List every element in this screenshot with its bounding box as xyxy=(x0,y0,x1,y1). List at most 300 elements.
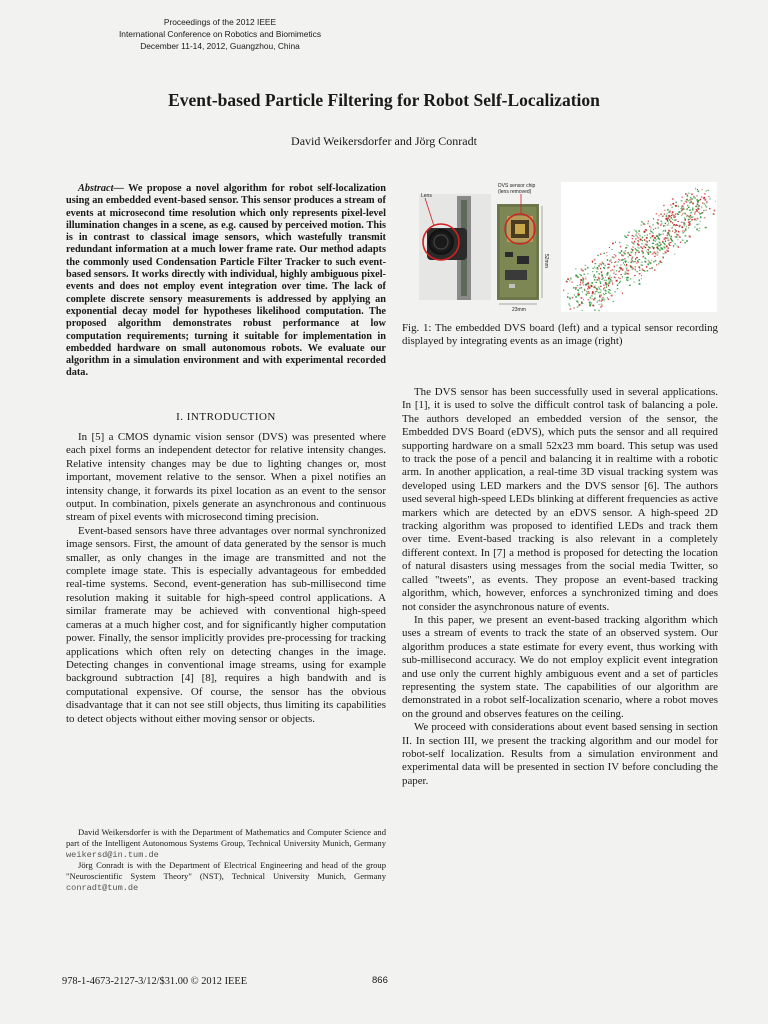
event-pixel-negative xyxy=(572,297,574,299)
event-pixel-positive xyxy=(599,281,601,282)
event-pixel-positive xyxy=(704,203,705,204)
event-pixel-positive xyxy=(628,245,629,246)
event-pixel-positive xyxy=(633,236,634,237)
event-pixel-negative xyxy=(610,270,611,272)
section-heading-introduction: I. INTRODUCTION xyxy=(176,411,276,423)
event-pixel-positive xyxy=(579,288,580,289)
event-pixel-negative xyxy=(668,247,669,249)
event-pixel-positive xyxy=(608,274,609,275)
event-pixel-positive xyxy=(625,237,627,239)
intro-paragraph-2: Event-based sensors have three advantages over normal synchronized image sensors. First, the amount of data generated by the sensor is much smaller, as only changes in the image are transmitted and not the complete image state. This is especially advantageous for embedded real-time systems. Second, event-generation has sub-millisecond time resolution making it suitable for high-speed control applications. A similar framerate may be achieved with conventional high-speed cameras at a much higher cost, and for significantly higher computation power. Finally, the sensor implicitly provides pre-processing for tracking applications which often rely on detecting changes in the image. Detecting changes in conventional image streams, using for example background subtraction [4] [8], requires a high bandwith and is computational expensive. Of course, the sensor has the obvious disadvantage that it can not see still objects, thus limiting its capabilities to detect objects without either moving sensor or objects. xyxy=(66,524,386,725)
event-pixel-positive xyxy=(635,254,636,255)
event-pixel-positive xyxy=(596,267,597,268)
event-pixel-negative xyxy=(613,257,615,258)
event-pixel-positive xyxy=(691,212,693,214)
event-pixel-positive xyxy=(639,279,641,281)
event-pixel-positive xyxy=(617,285,618,286)
event-pixel-negative xyxy=(613,273,614,274)
event-pixel-negative xyxy=(697,218,699,220)
footnote-1-email: weikersd@in.tum.de xyxy=(66,849,159,860)
event-pixel-positive xyxy=(659,238,660,239)
event-pixel-positive xyxy=(607,297,608,299)
event-pixel-negative xyxy=(663,205,665,206)
event-pixel-positive xyxy=(637,247,638,248)
abstract-text: We propose a novel algorithm for robot self-localization using an embedded event-based sensor. This sensor produces a stream of events at microsecond time resolution which only represents pixel-level illumination changes in a scene, as e.g. caused by perceived motion. This is in contrast to classical image sensors, which wastefully transmit redundant information at a much lower frame rate. Our method adapts the commonly used Condensation Particle Filter Tracker to such event-based sensors. It works directly with individual, highly ambiguous pixel-events and does not employ event integration over time. The lack of complete discrete sensory measurements is addressed by applying an exponential decay model for hypotheses likelihood computation. The proposed algorithm demonstrates robust performance at low computation requirements; turning it suitable for implementation in embedded hardware on small autonomous robots. We evaluate our algorithm in a simulation environment and with experimental recorded data. xyxy=(66,183,387,379)
event-pixel-positive xyxy=(595,276,596,278)
event-pixel-positive xyxy=(613,270,614,272)
event-pixel-positive xyxy=(683,222,685,224)
event-pixel-positive xyxy=(608,289,609,290)
event-pixel-negative xyxy=(606,255,607,256)
event-pixel-negative xyxy=(615,255,616,257)
right-column-body xyxy=(402,386,718,788)
event-pixel-positive xyxy=(607,275,608,277)
event-pixel-positive xyxy=(668,243,669,244)
event-pixel-positive xyxy=(570,278,572,280)
event-pixel-positive xyxy=(625,273,627,275)
event-pixel-positive xyxy=(644,235,645,236)
event-pixel-negative xyxy=(677,225,679,226)
event-pixel-positive xyxy=(632,249,633,250)
event-pixel-positive xyxy=(643,224,644,225)
event-pixel-negative xyxy=(601,272,602,273)
event-pixel-negative xyxy=(592,261,593,263)
event-pixel-positive xyxy=(621,250,622,252)
event-pixel-positive xyxy=(594,263,596,264)
event-pixel-negative xyxy=(600,286,602,287)
event-pixel-positive xyxy=(697,200,699,201)
event-pixel-negative xyxy=(653,252,655,254)
event-pixel-negative xyxy=(697,189,698,190)
event-pixel-negative xyxy=(668,215,670,217)
event-pixel-positive xyxy=(628,262,629,263)
event-pixel-negative xyxy=(627,270,629,272)
event-pixel-positive xyxy=(610,293,611,294)
event-pixel-negative xyxy=(620,264,621,265)
event-pixel-positive xyxy=(577,295,579,296)
event-pixel-negative xyxy=(632,235,634,236)
event-pixel-negative xyxy=(587,288,588,289)
event-pixel-positive xyxy=(670,237,672,239)
event-pixel-positive xyxy=(642,237,644,238)
event-pixel-negative xyxy=(612,282,613,283)
event-pixel-positive xyxy=(649,247,650,248)
event-pixel-negative xyxy=(622,268,623,269)
event-pixel-positive xyxy=(577,285,579,286)
event-pixel-positive xyxy=(668,223,669,224)
event-pixel-positive xyxy=(625,250,626,251)
event-pixel-positive xyxy=(675,216,677,217)
event-pixel-positive xyxy=(667,221,668,222)
event-pixel-negative xyxy=(640,239,642,241)
event-pixel-negative xyxy=(639,273,641,274)
event-pixel-positive xyxy=(663,230,664,232)
event-pixel-positive xyxy=(651,260,652,261)
event-pixel-negative xyxy=(677,213,678,215)
event-pixel-positive xyxy=(653,218,654,220)
event-pixel-positive xyxy=(703,210,705,211)
event-pixel-negative xyxy=(596,289,597,291)
event-pixel-negative xyxy=(709,208,710,209)
event-pixel-negative xyxy=(588,293,590,294)
figure-label-chip-2: (lens removed) xyxy=(498,189,532,195)
event-pixel-positive xyxy=(609,264,610,265)
event-pixel-negative xyxy=(663,257,664,259)
event-pixel-positive xyxy=(604,294,605,295)
event-pixel-positive xyxy=(577,276,578,278)
event-pixel-positive xyxy=(630,262,632,263)
event-pixel-negative xyxy=(618,277,619,278)
event-pixel-negative xyxy=(642,248,643,250)
event-pixel-positive xyxy=(619,267,621,268)
event-pixel-negative xyxy=(588,282,589,284)
event-pixel-negative xyxy=(644,231,646,233)
event-pixel-negative xyxy=(650,227,651,228)
event-pixel-positive xyxy=(632,260,633,261)
event-pixel-negative xyxy=(667,250,668,252)
event-pixel-positive xyxy=(609,281,611,283)
right-paragraph-1: The DVS sensor has been successfully used in several applications. In [1], it is used to solve the difficult control task of balancing a pole. The authors developed an embedded version of the sensor, the Embedded DVS Board (eDVS), which puts the sensor and all required supporting hardware on a small 52x23 mm board. This setup was used to track the pose of a pencil and balancing it in realtime with a robotic arm. In another application, a real-time 3D visual tracking system was developed using LED markers and the DVS sensor [6]. The authors used several high-speed LEDs blinking at different frequencies as active markers which are detected by an eDVS sensor. A high-speed 2D tracking algorithm was proposed to identified LEDs and track them over time. Event-based tracking is also relevant in a completely different context. In [7] a method is proposed for detecting the location of natural disasters using messages from the social media Twitter, so called "tweets", as events. They propose an event-based tracking algorithm, which, however, enforces a synchronized timing and does not consider the asynchronous nature of events. xyxy=(402,386,718,613)
event-pixel-positive xyxy=(671,217,672,218)
event-pixel-positive xyxy=(624,264,625,266)
event-pixel-negative xyxy=(682,231,683,232)
event-pixel-positive xyxy=(611,262,612,263)
event-pixel-negative xyxy=(696,195,697,196)
event-pixel-negative xyxy=(668,240,669,241)
event-pixel-negative xyxy=(687,208,688,210)
event-pixel-positive xyxy=(689,210,691,211)
event-pixel-negative xyxy=(683,203,685,204)
event-pixel-positive xyxy=(665,230,666,232)
event-recording-image xyxy=(561,182,717,312)
event-pixel-negative xyxy=(690,236,691,238)
footnote-2-text: Jörg Conradt is with the Department of Electrical Engineering and head of the group "Neuroscientific System Theory" (NST), Technical University Munich, Germany xyxy=(66,860,386,882)
event-pixel-positive xyxy=(665,223,666,224)
event-pixel-positive xyxy=(575,275,577,277)
event-pixel-negative xyxy=(608,285,609,287)
event-pixel-negative xyxy=(574,307,575,309)
event-pixel-negative xyxy=(591,286,593,287)
event-pixel-negative xyxy=(702,189,703,190)
event-pixel-negative xyxy=(623,262,624,263)
event-pixel-positive xyxy=(600,282,601,284)
event-pixel-positive xyxy=(650,262,652,264)
event-pixel-positive xyxy=(592,271,594,272)
event-pixel-positive xyxy=(705,227,707,229)
event-pixel-positive xyxy=(634,282,635,283)
event-pixel-positive xyxy=(601,298,603,300)
event-pixel-positive xyxy=(599,304,600,305)
event-pixel-positive xyxy=(664,226,665,227)
event-pixel-positive xyxy=(601,274,603,276)
event-pixel-negative xyxy=(635,238,636,240)
event-pixel-positive xyxy=(698,230,700,231)
event-pixel-positive xyxy=(598,310,599,312)
event-pixel-positive xyxy=(648,253,649,255)
event-pixel-positive xyxy=(629,285,631,286)
event-pixel-negative xyxy=(679,236,681,238)
event-pixel-positive xyxy=(618,252,619,253)
event-pixel-negative xyxy=(664,214,665,215)
event-pixel-positive xyxy=(683,209,684,210)
event-pixel-positive xyxy=(646,251,647,252)
event-pixel-positive xyxy=(652,243,654,244)
event-pixel-negative xyxy=(684,231,685,232)
event-pixel-positive xyxy=(658,236,659,237)
event-pixel-positive xyxy=(683,213,684,215)
event-pixel-positive xyxy=(577,301,579,302)
event-pixel-positive xyxy=(693,196,694,197)
event-pixel-positive xyxy=(692,207,694,209)
event-pixel-positive xyxy=(625,271,627,273)
event-pixel-positive xyxy=(686,216,687,217)
event-pixel-positive xyxy=(610,259,611,261)
event-pixel-positive xyxy=(595,282,597,283)
event-pixel-positive xyxy=(671,236,672,237)
event-pixel-positive xyxy=(603,253,605,254)
event-pixel-negative xyxy=(582,277,584,279)
event-pixel-positive xyxy=(715,201,716,202)
event-pixel-positive xyxy=(692,198,693,200)
event-pixel-negative xyxy=(649,240,650,242)
header-line-3: December 11-14, 2012, Guangzhou, China xyxy=(140,41,300,51)
event-pixel-negative xyxy=(656,213,657,214)
event-pixel-positive xyxy=(686,199,688,201)
event-pixel-positive xyxy=(655,241,656,242)
event-pixel-negative xyxy=(678,246,679,248)
event-pixel-positive xyxy=(591,295,593,296)
event-pixel-negative xyxy=(706,209,707,211)
event-pixel-positive xyxy=(667,209,669,211)
event-pixel-positive xyxy=(675,231,676,233)
event-pixel-positive xyxy=(678,239,679,240)
event-pixel-negative xyxy=(646,237,647,239)
event-pixel-negative xyxy=(582,282,583,283)
event-pixel-positive xyxy=(658,233,660,234)
event-pixel-negative xyxy=(708,196,709,197)
event-pixel-positive xyxy=(636,232,637,234)
event-pixel-positive xyxy=(584,289,585,291)
event-pixel-negative xyxy=(654,237,656,239)
event-pixel-negative xyxy=(678,235,679,236)
event-pixel-negative xyxy=(663,233,664,234)
event-pixel-positive xyxy=(661,244,662,245)
event-pixel-positive xyxy=(606,286,607,288)
figure-label-chip-1: DVS sensor chip xyxy=(498,183,536,189)
event-pixel-negative xyxy=(652,235,654,236)
event-pixel-negative xyxy=(622,292,623,294)
event-pixel-positive xyxy=(681,208,682,209)
event-pixel-positive xyxy=(672,240,674,241)
event-pixel-negative xyxy=(672,198,674,200)
event-pixel-positive xyxy=(667,234,668,235)
event-pixel-negative xyxy=(612,283,613,285)
event-pixel-positive xyxy=(609,275,610,276)
event-pixel-positive xyxy=(641,265,643,266)
footnote-1-text: David Weikersdorfer is with the Department of Mathematics and Computer Science and part of the Intelligent Autonomous Systems Group, Technical University Munich, Germany xyxy=(66,827,386,848)
event-pixel-negative xyxy=(570,309,572,310)
event-pixel-negative xyxy=(607,264,609,265)
event-pixel-positive xyxy=(594,310,596,311)
event-pixel-positive xyxy=(639,283,641,285)
event-pixel-negative xyxy=(638,244,639,246)
event-pixel-positive xyxy=(635,231,637,232)
event-pixel-negative xyxy=(626,264,627,266)
event-pixel-positive xyxy=(669,234,670,236)
event-pixel-negative xyxy=(675,217,676,218)
event-pixel-negative xyxy=(649,226,651,227)
event-pixel-negative xyxy=(665,251,666,252)
event-pixel-negative xyxy=(692,203,694,204)
event-pixel-negative xyxy=(572,282,573,283)
event-pixel-positive xyxy=(695,197,696,199)
event-pixel-negative xyxy=(660,225,662,226)
event-pixel-negative xyxy=(602,276,604,277)
event-pixel-negative xyxy=(632,257,633,259)
event-pixel-negative xyxy=(609,260,610,262)
event-pixel-negative xyxy=(605,282,607,284)
event-pixel-positive xyxy=(584,274,586,275)
event-pixel-negative xyxy=(696,209,698,210)
event-pixel-positive xyxy=(652,232,653,234)
event-pixel-positive xyxy=(575,268,576,270)
event-pixel-negative xyxy=(673,215,675,216)
event-pixel-positive xyxy=(585,276,586,277)
event-pixel-positive xyxy=(620,281,621,283)
event-pixel-negative xyxy=(643,256,645,258)
event-pixel-positive xyxy=(611,249,613,250)
event-pixel-positive xyxy=(682,240,684,241)
event-pixel-negative xyxy=(682,213,683,214)
event-pixel-positive xyxy=(575,289,577,290)
event-pixel-positive xyxy=(574,294,575,295)
event-pixel-negative xyxy=(682,205,683,207)
event-pixel-negative xyxy=(638,266,640,267)
event-pixel-positive xyxy=(586,291,587,292)
event-pixel-positive xyxy=(684,217,685,218)
event-pixel-negative xyxy=(704,197,705,199)
event-pixel-positive xyxy=(695,206,697,208)
event-pixel-positive xyxy=(594,297,595,299)
event-pixel-negative xyxy=(676,224,677,225)
event-pixel-positive xyxy=(659,235,661,237)
event-pixel-positive xyxy=(603,267,605,268)
event-pixel-negative xyxy=(666,246,668,248)
event-pixel-positive xyxy=(657,222,659,224)
event-pixel-negative xyxy=(696,210,698,212)
intro-paragraph-1: In [5] a CMOS dynamic vision sensor (DVS) was presented where each pixel forms an independent detector for relative intensity changes. Relative intensity changes may be due to lighting changes or, most important, movement relative to the sensor. When a pixel notifies an intensity change, it forwards its pixel location as an event to the sensor output. In combination, pixels generate an asynchronous and continuous stream of pixel events with microsecond timing precision. xyxy=(66,431,386,524)
event-pixel-positive xyxy=(603,277,605,278)
figure-label-width: 23mm xyxy=(512,307,526,313)
event-pixel-positive xyxy=(626,279,627,281)
event-pixel-negative xyxy=(627,235,628,236)
event-pixel-positive xyxy=(612,257,613,258)
event-pixel-negative xyxy=(671,228,673,229)
event-pixel-positive xyxy=(638,248,640,249)
event-pixel-negative xyxy=(657,219,658,221)
event-pixel-positive xyxy=(628,256,629,258)
event-pixel-negative xyxy=(649,233,651,234)
event-pixel-positive xyxy=(656,236,658,237)
event-pixel-negative xyxy=(627,252,628,253)
event-pixel-negative xyxy=(641,250,643,251)
footnote-1 xyxy=(66,827,386,860)
event-pixel-negative xyxy=(678,231,680,233)
event-pixel-positive xyxy=(608,279,609,280)
event-pixel-positive xyxy=(692,209,693,211)
event-pixel-negative xyxy=(701,196,703,198)
event-pixel-positive xyxy=(696,220,697,221)
event-pixel-negative xyxy=(664,210,665,211)
event-pixel-negative xyxy=(592,298,593,299)
event-pixel-negative xyxy=(673,224,674,226)
event-pixel-positive xyxy=(627,245,628,246)
event-pixel-positive xyxy=(690,216,691,217)
event-pixel-negative xyxy=(681,215,682,216)
event-pixel-positive xyxy=(641,243,642,244)
event-pixel-negative xyxy=(694,214,695,215)
event-pixel-positive xyxy=(599,288,601,290)
event-pixel-negative xyxy=(643,246,644,248)
event-pixel-positive xyxy=(682,232,684,233)
event-pixel-positive xyxy=(653,233,654,234)
event-pixel-positive xyxy=(630,278,632,279)
event-pixel-positive xyxy=(644,270,646,272)
event-pixel-negative xyxy=(662,241,663,242)
event-pixel-positive xyxy=(627,277,629,279)
event-pixel-negative xyxy=(669,245,671,246)
event-pixel-negative xyxy=(688,221,690,223)
event-pixel-positive xyxy=(675,243,676,245)
event-pixel-negative xyxy=(611,280,612,282)
event-pixel-positive xyxy=(642,252,644,254)
event-pixel-positive xyxy=(631,258,632,259)
event-pixel-positive xyxy=(604,280,605,282)
event-pixel-negative xyxy=(632,238,633,239)
event-pixel-negative xyxy=(595,291,596,292)
event-pixel-positive xyxy=(660,234,662,235)
event-pixel-negative xyxy=(608,299,610,300)
event-pixel-positive xyxy=(650,251,652,252)
event-pixel-positive xyxy=(594,293,595,294)
event-pixel-negative xyxy=(592,305,594,307)
event-pixel-positive xyxy=(626,277,628,278)
event-pixel-positive xyxy=(674,254,675,255)
event-pixel-positive xyxy=(603,288,604,290)
event-pixel-positive xyxy=(663,253,665,254)
event-pixel-negative xyxy=(704,217,706,218)
event-pixel-positive xyxy=(652,246,653,247)
event-pixel-positive xyxy=(625,247,626,248)
event-pixel-negative xyxy=(666,218,668,220)
event-pixel-positive xyxy=(634,230,635,231)
event-pixel-negative xyxy=(687,195,688,196)
event-pixel-negative xyxy=(672,213,673,214)
event-pixel-negative xyxy=(671,215,673,216)
event-pixel-negative xyxy=(702,202,703,204)
event-pixel-positive xyxy=(607,272,609,273)
event-pixel-positive xyxy=(653,240,655,241)
event-pixel-positive xyxy=(692,217,694,218)
event-pixel-negative xyxy=(649,268,651,269)
event-pixel-negative xyxy=(624,258,625,259)
event-pixel-negative xyxy=(638,237,639,238)
event-pixel-positive xyxy=(678,206,679,208)
event-pixel-positive xyxy=(639,259,641,260)
event-pixel-positive xyxy=(646,259,647,260)
event-pixel-positive xyxy=(698,224,700,225)
event-pixel-positive xyxy=(585,268,587,270)
